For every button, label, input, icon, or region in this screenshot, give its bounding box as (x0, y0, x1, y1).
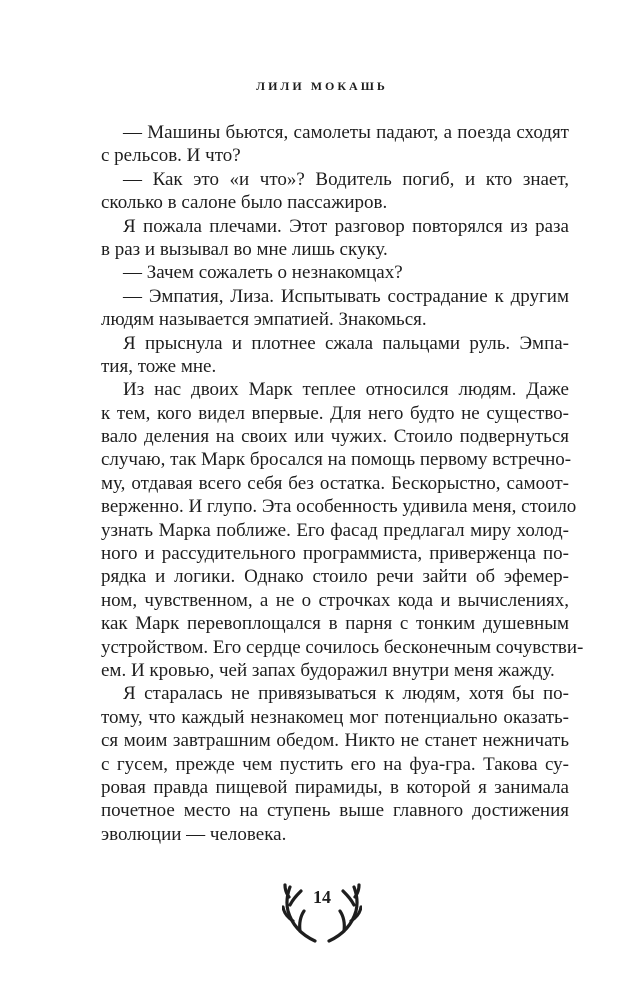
running-header: ЛИЛИ МОКАШЬ (256, 79, 388, 93)
page-folio (282, 877, 362, 949)
text-line: как Марк перевоплощался в парня с тонким душевным (101, 613, 569, 635)
text-line: с рельсов. И что? (101, 145, 241, 167)
text-line: случаю, так Марк бросался на помощь первому встречно- (101, 449, 572, 471)
body-text (101, 121, 584, 846)
text-line: с гусем, прежде чем пустить его на фуа-гра. Такова су- (101, 753, 569, 775)
text-line: к тем, кого видел впервые. Для него будто не существо- (101, 402, 569, 424)
text-line: устройством. Его сердце сочилось бесконечным сочувстви- (101, 636, 584, 658)
text-line: рядка и логики. Однако стоило речи зайти об эфемер- (101, 566, 569, 588)
text-line: ся моим завтрашним обедом. Никто не станет нежничать (101, 730, 569, 752)
text-line: Я пожала плечами. Этот разговор повторялся из раза (123, 215, 569, 237)
text-line: сколько в салоне было пассажиров. (101, 192, 388, 214)
text-line: тому, что каждый незнакомец мог потенциально оказать- (101, 706, 569, 728)
text-line: вало деления на своих или чужих. Стоило подвернуться (101, 426, 569, 448)
text-line: эволюции — человека. (101, 823, 287, 845)
text-line: ровая правда пищевой пирамиды, в которой я занимала (101, 776, 569, 798)
page-number: 14 (313, 887, 331, 907)
text-line: почетное место на ступень выше главного достижения (101, 800, 569, 822)
text-line: — Машины бьются, самолеты падают, а поезда сходят (123, 122, 569, 143)
text-line: Из нас двоих Марк теплее относился людям. Даже (123, 379, 569, 401)
text-line: узнать Марка поближе. Его фасад предлагал миру холод- (101, 519, 569, 541)
text-line: в раз и вызывал во мне лишь скуку. (101, 238, 388, 260)
text-line: ном, чувственном, а не о строчках кода и вычислениях, (101, 589, 569, 611)
text-line: Я прыснула и плотнее сжала пальцами руль. Эмпа- (123, 332, 569, 354)
text-line: ного и рассудительного программиста, приверженца по- (101, 543, 569, 565)
text-line: Я старалась не привязываться к людям, хотя бы по- (123, 683, 569, 705)
text-line: му, отдавая всего себя без остатка. Бескорыстно, самоот- (101, 472, 569, 494)
text-line: — Эмпатия, Лиза. Испытывать сострадание к другим (123, 285, 569, 307)
text-line: верженно. И глупо. Эта особенность удивила меня, стоило (101, 496, 577, 518)
text-line: людям называется эмпатией. Знакомься. (101, 309, 427, 331)
text-line: — Как это «и что»? Водитель погиб, и кто знает, (123, 168, 569, 190)
text-line: ем. И кровью, чей запах будоражил внутри меня жажду. (101, 659, 555, 681)
text-line: тия, тоже мне. (101, 355, 217, 377)
text-line: — Зачем сожалеть о незнакомцах? (123, 262, 403, 284)
